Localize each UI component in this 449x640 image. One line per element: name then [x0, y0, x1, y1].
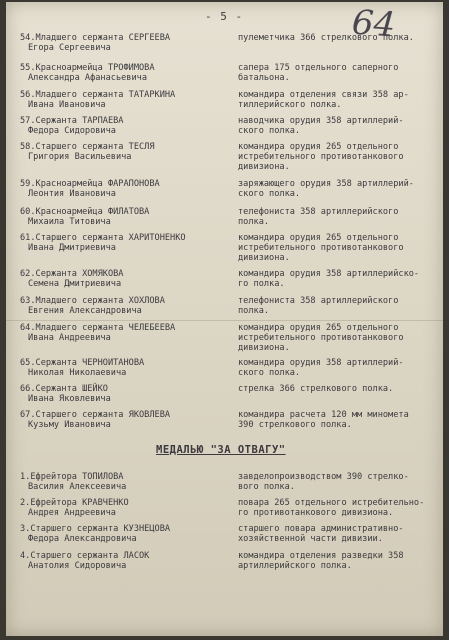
- recipient-position: сапера 175 отдельного саперного: [238, 63, 399, 73]
- recipient-rank-surname: 57.Сержанта ТАРПАЕВА: [20, 116, 124, 126]
- recipient-position-cont: ского полка.: [238, 368, 301, 378]
- recipient-rank-surname: 64.Младшего сержанта ЧЕЛЕБЕЕВА: [20, 323, 176, 333]
- recipient-given-names: Семена Дмитриевича: [28, 279, 122, 289]
- recipient-position: заряжающего орудия 358 артиллерий-: [238, 179, 414, 189]
- recipient-position: повара 265 отдельного истребительно-: [238, 498, 425, 508]
- section-title: МЕДАЛЬЮ "ЗА ОТВАГУ": [156, 444, 286, 456]
- recipient-position: старшего повара административно-: [238, 524, 404, 534]
- recipient-position-cont: батальона.: [238, 73, 290, 83]
- recipient-given-names: Ивана Дмитриевича: [28, 243, 116, 253]
- recipient-rank-surname: 4.Старшего сержанта ЛАСОК: [20, 551, 150, 561]
- recipient-position: командира орудия 265 отдельного: [238, 233, 399, 243]
- recipient-position-cont: 390 стрелкового полка.: [238, 420, 352, 430]
- recipient-position: командира отделения связи 358 ар-: [238, 90, 409, 100]
- recipient-position-cont: артиллерийского полка.: [238, 561, 352, 571]
- recipient-rank-surname: 61.Старшего сержанта ХАРИТОНЕНКО: [20, 233, 186, 243]
- recipient-position-cont: го противотанкового дивизиона.: [238, 508, 394, 518]
- recipient-position-cont: истребительного противотанкового: [238, 243, 404, 253]
- recipient-position: стрелка 366 стрелкового полка.: [238, 384, 394, 394]
- recipient-rank-surname: 55.Красноармейца ТРОФИМОВА: [20, 63, 155, 73]
- recipient-given-names: Евгения Александровича: [28, 306, 142, 316]
- recipient-given-names: Федора Александровича: [28, 534, 137, 544]
- recipient-rank-surname: 59.Красноармейца ФАРАПОНОВА: [20, 179, 160, 189]
- recipient-given-names: Леонтия Ивановича: [28, 189, 116, 199]
- recipient-position-cont: тиллерийского полка.: [238, 100, 342, 110]
- recipient-given-names: Григория Васильевича: [28, 152, 132, 162]
- page-number: - 5 -: [205, 10, 244, 23]
- recipient-given-names: Кузьму Ивановича: [28, 420, 111, 430]
- recipient-rank-surname: 56.Младшего сержанта ТАТАРКИНА: [20, 90, 176, 100]
- recipient-position-cont: полка.: [238, 217, 270, 227]
- recipient-rank-surname: 63.Младшего сержанта ХОХЛОВА: [20, 296, 165, 306]
- recipient-position: телефониста 358 артиллерийского: [238, 207, 399, 217]
- recipient-given-names: Николая Николаевича: [28, 368, 127, 378]
- recipient-position-cont: дивизиона.: [238, 343, 290, 353]
- recipient-position: телефониста 358 артиллерийского: [238, 296, 399, 306]
- recipient-rank-surname: 66.Сержанта ШЕЙКО: [20, 384, 108, 394]
- recipient-rank-surname: 58.Старшего сержанта ТЕСЛЯ: [20, 142, 155, 152]
- recipient-position-cont: ского полка.: [238, 189, 301, 199]
- recipient-position: командира орудия 358 артиллерий-: [238, 358, 404, 368]
- recipient-position: наводчика орудия 358 артиллерий-: [238, 116, 404, 126]
- recipient-position: командира расчета 120 мм миномета: [238, 410, 409, 420]
- recipient-position: командира орудия 265 отдельного: [238, 323, 399, 333]
- recipient-position-cont: истребительного противотанкового: [238, 152, 404, 162]
- recipient-position-cont: истребительного противотанкового: [238, 333, 404, 343]
- recipient-rank-surname: 1.Ефрейтора ТОПИЛОВА: [20, 472, 124, 482]
- recipient-position-cont: дивизиона.: [238, 253, 290, 263]
- recipient-rank-surname: 3.Старшего сержанта КУЗНЕЦОВА: [20, 524, 171, 534]
- recipient-given-names: Александра Афанасьевича: [28, 73, 147, 83]
- recipient-position-cont: полка.: [238, 306, 270, 316]
- recipient-position: командира орудия 358 артиллерийско-: [238, 269, 420, 279]
- recipient-position-cont: дивизиона.: [238, 162, 290, 172]
- recipient-rank-surname: 65.Сержанта ЧЕРНОИТАНОВА: [20, 358, 145, 368]
- recipient-given-names: Андрея Андреевича: [28, 508, 116, 518]
- recipient-given-names: Ивана Яковлевича: [28, 394, 111, 404]
- recipient-given-names: Егора Сергеевича: [28, 43, 111, 53]
- recipient-rank-surname: 67.Старшего сержанта ЯКОВЛЕВА: [20, 410, 171, 420]
- handwritten-page-number: 64: [350, 2, 397, 46]
- recipient-position-cont: вого полка.: [238, 482, 295, 492]
- recipient-given-names: Федора Сидоровича: [28, 126, 116, 136]
- recipient-given-names: Михаила Титовича: [28, 217, 111, 227]
- fold-line: [6, 320, 443, 321]
- recipient-position: пулеметчика 366 стрелкового полка.: [238, 33, 414, 43]
- recipient-position-cont: ского полка.: [238, 126, 301, 136]
- recipient-given-names: Василия Алексеевича: [28, 482, 127, 492]
- recipient-given-names: Анатолия Сидоровича: [28, 561, 127, 571]
- recipient-rank-surname: 62.Сержанта ХОМЯКОВА: [20, 269, 124, 279]
- recipient-position: завделопроизводством 390 стрелко-: [238, 472, 409, 482]
- recipient-position-cont: го полка.: [238, 279, 285, 289]
- recipient-given-names: Ивана Ивановича: [28, 100, 106, 110]
- recipient-given-names: Ивана Андреевича: [28, 333, 111, 343]
- recipient-position: командира орудия 265 отдельного: [238, 142, 399, 152]
- document-page: [6, 2, 443, 636]
- recipient-rank-surname: 60.Красноармейца ФИЛАТОВА: [20, 207, 150, 217]
- recipient-rank-surname: 2.Ефрейтора КРАВЧЕНКО: [20, 498, 129, 508]
- recipient-position-cont: хозяйственной части дивизии.: [238, 534, 383, 544]
- recipient-rank-surname: 54.Младшего сержанта СЕРГЕЕВА: [20, 33, 171, 43]
- recipient-position: командира отделения разведки 358: [238, 551, 404, 561]
